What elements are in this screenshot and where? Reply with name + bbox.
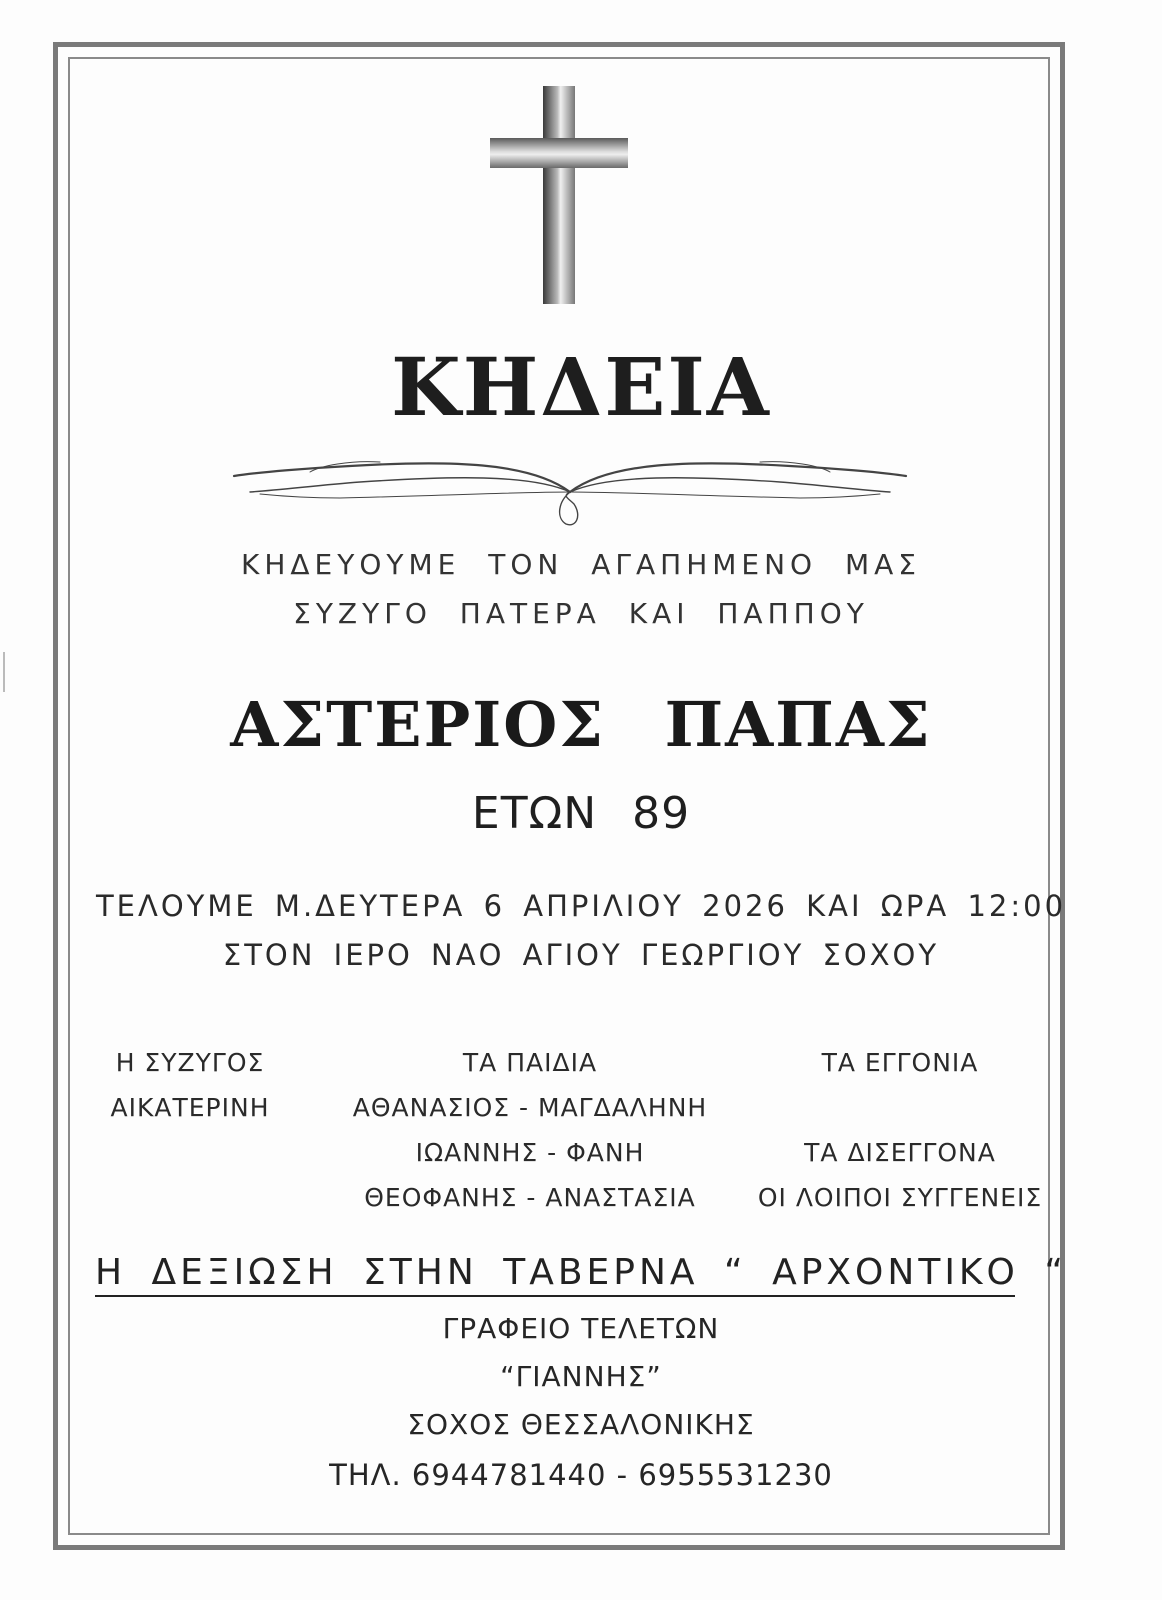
ornament-divider-icon xyxy=(230,452,910,532)
great-grandchildren-heading: ΤΑ ΔΙΣΕΓΓΟΝΑ xyxy=(804,1138,996,1167)
grandchildren-column xyxy=(740,1040,1060,1220)
grandchildren-heading: ΤΑ ΕΓΓΟΝΙΑ xyxy=(821,1048,979,1077)
funeral-office-name: “ΓΙΑΝΝΗΣ” xyxy=(500,1360,662,1393)
deceased-name: ΑΣΤΕΡΙΟΣ ΠΑΠΑΣ xyxy=(230,688,932,761)
child-couple: ΘΕΟΦΑΝΗΣ - ΑΝΑΣΤΑΣΙΑ xyxy=(364,1183,696,1212)
children-heading: ΤΑ ΠΑΙΔΙΑ xyxy=(462,1048,598,1077)
spouse-name: ΑΙΚΑΤΕΡΙΝΗ xyxy=(110,1093,270,1122)
child-couple: ΑΘΑΝΑΣΙΟΣ - ΜΑΓΔΑΛΗΝΗ xyxy=(352,1093,708,1122)
spouse-column xyxy=(80,1040,300,1130)
child-couple: ΙΩΑΝΝΗΣ - ΦΑΝΗ xyxy=(415,1138,645,1167)
other-relatives: ΟΙ ΛΟΙΠΟΙ ΣΥΓΓΕΝΕΙΣ xyxy=(757,1183,1043,1212)
notice-title: ΚΗΔΕΙΑ xyxy=(391,340,771,434)
intro-line-1: ΚΗΔΕΥΟΥΜΕ ΤΟΝ ΑΓΑΠΗΜΕΝΟ ΜΑΣ xyxy=(240,548,921,581)
reception-notice: Η ΔΕΞΙΩΣΗ ΣΤΗΝ ΤΑΒΕΡΝΑ “ ΑΡΧΟΝΤΙΚΟ “ xyxy=(95,1252,1015,1297)
children-column xyxy=(320,1040,740,1220)
funeral-office-phone: ΤΗΛ. 6944781440 - 6955531230 xyxy=(329,1458,833,1492)
deceased-age: ΕΤΩΝ 89 xyxy=(471,788,691,839)
funeral-office-title: ΓΡΑΦΕΙΟ ΤΕΛΕΤΩΝ xyxy=(442,1312,720,1345)
service-location: ΣΤΟΝ ΙΕΡΟ ΝΑΟ ΑΓΙΟΥ ΓΕΩΡΓΙΟΥ ΣΟΧΟΥ xyxy=(222,938,940,972)
scan-edge-mark xyxy=(3,652,5,692)
spouse-heading: Η ΣΥΖΥΓΟΣ xyxy=(115,1048,265,1077)
cross-icon xyxy=(490,86,630,306)
intro-line-2: ΣΥΖΥΓΟ ΠΑΤΕΡΑ ΚΑΙ ΠΑΠΠΟΥ xyxy=(293,597,869,630)
funeral-office-location: ΣΟΧΟΣ ΘΕΣΣΑΛΟΝΙΚΗΣ xyxy=(407,1408,755,1441)
service-datetime: ΤΕΛΟΥΜΕ Μ.ΔΕΥΤΕΡΑ 6 ΑΠΡΙΛΙΟΥ 2026 ΚΑΙ ΩΡΑ 12:00 xyxy=(95,889,1067,923)
